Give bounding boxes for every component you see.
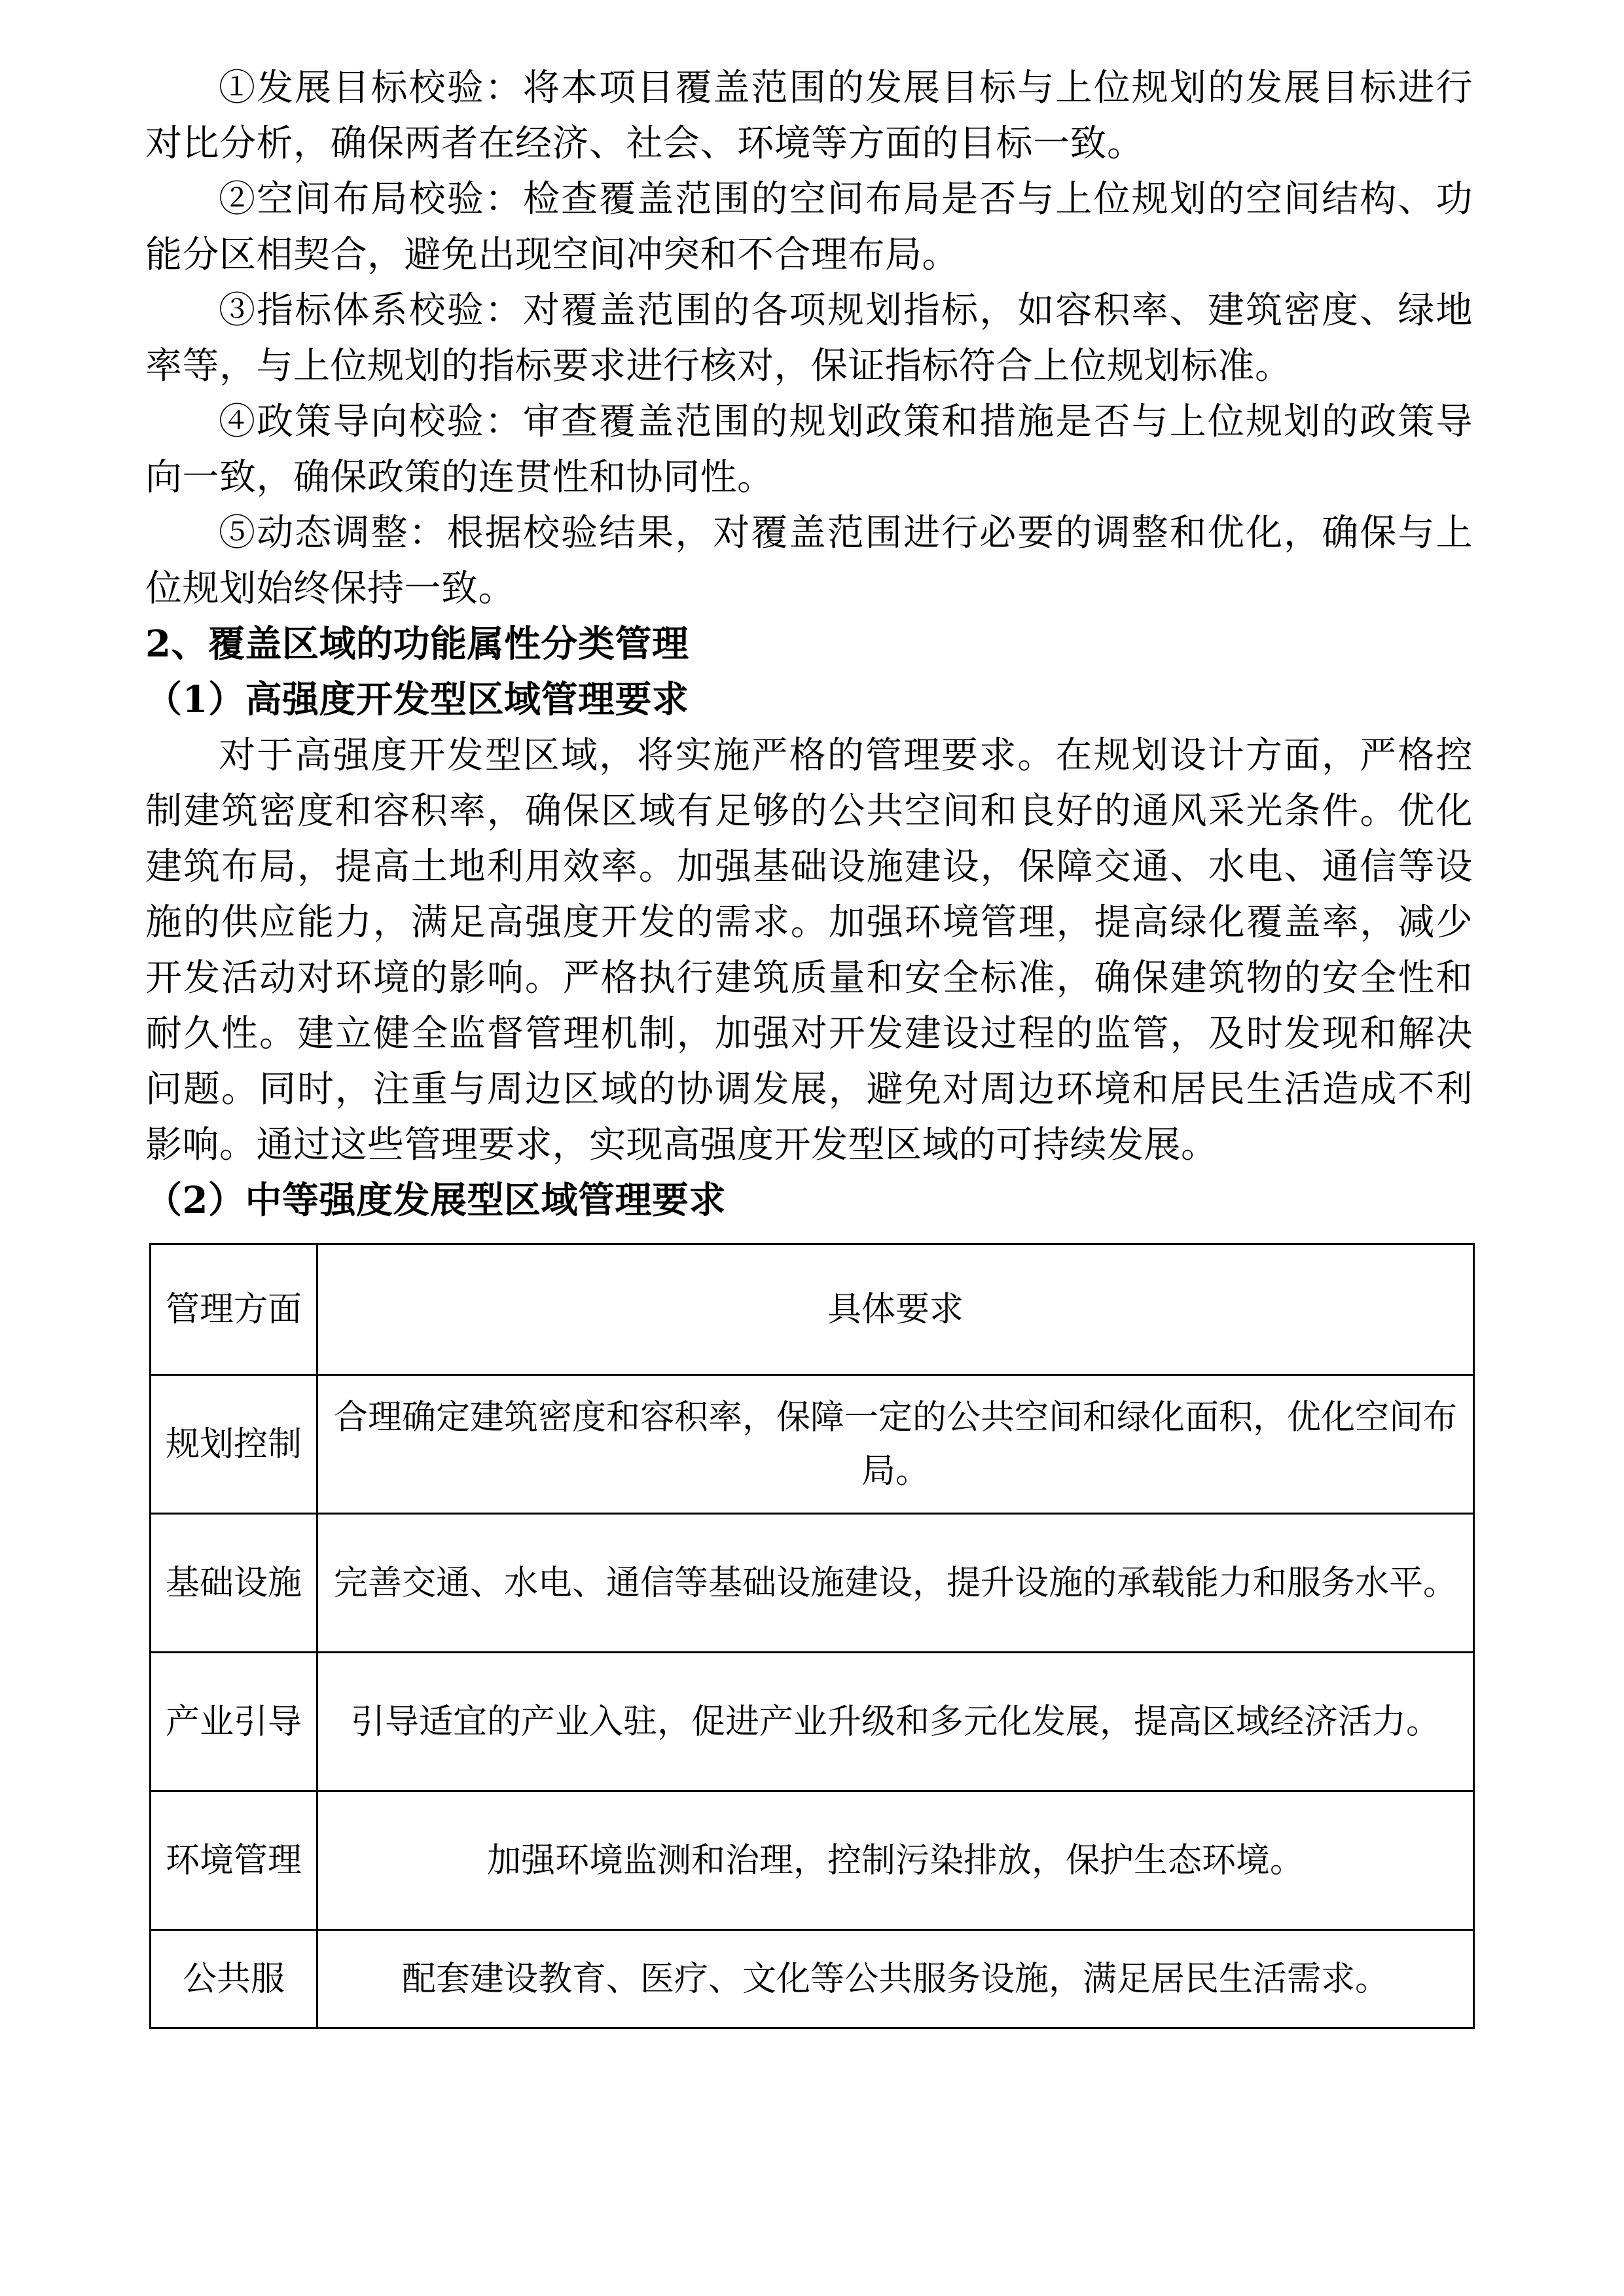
- subsection-1-paragraph: 对于高强度开发型区域，将实施严格的管理要求。在规划设计方面，严格控制建筑密度和容积率，确保区域有足够的公共空间和良好的通风采光条件。优化建筑布局，提高土地利用效率。加强基础设施建设，保障交通、水电、通信等设施的供应能力，满足高强度开发的需求。加强环境管理，提高绿化覆盖率，减少开发活动对环境的影响。严格执行建筑质量和安全标准，确保建筑物的安全性和耐久性。建立健全监督管理机制，加强对开发建设过程的监管，及时发现和解决问题。同时，注重与周边区域的协调发展，避免对周边环境和居民生活造成不利影响。通过这些管理要求，实现高强度开发型区域的可持续发展。: [145, 734, 1473, 1166]
- table-cell-aspect: 环境管理: [151, 1791, 317, 1930]
- list-item-5: ⑤动态调整：根据校验结果，对覆盖范围进行必要的调整和优化，确保与上位规划始终保持一致。: [145, 512, 1473, 610]
- page-content: [145, 60, 1473, 2029]
- section-heading-2: 2、覆盖区域的功能属性分类管理: [145, 622, 689, 666]
- table-header-detail: 具体要求: [317, 1244, 1474, 1375]
- table-row: [151, 1375, 1474, 1514]
- subsection-heading-1: （1）高强度开发型区域管理要求: [145, 678, 689, 721]
- subsection-heading-2: （2）中等强度发展型区域管理要求: [145, 1179, 726, 1222]
- table-row: [151, 1653, 1474, 1791]
- list-item-2: ②空间布局校验：检查覆盖范围的空间布局是否与上位规划的空间结构、功能分区相契合，避免出现空间冲突和不合理布局。: [145, 178, 1473, 276]
- table-cell-detail: 合理确定建筑密度和容积率，保障一定的公共空间和绿化面积，优化空间布局。: [317, 1375, 1474, 1514]
- table-cell-detail: 配套建设教育、医疗、文化等公共服务设施，满足居民生活需求。: [317, 1930, 1474, 2028]
- table-cell-aspect: 规划控制: [151, 1375, 317, 1514]
- table-row: [151, 1791, 1474, 1930]
- table-cell-detail: 完善交通、水电、通信等基础设施建设，提升设施的承载能力和服务水平。: [317, 1514, 1474, 1653]
- requirements-table: [149, 1243, 1475, 2029]
- list-item-4: ④政策导向校验：审查覆盖范围的规划政策和措施是否与上位规划的政策导向一致，确保政策的连贯性和协同性。: [145, 401, 1473, 499]
- table-header-row: [151, 1244, 1474, 1375]
- list-item-1: ①发展目标校验：将本项目覆盖范围的发展目标与上位规划的发展目标进行对比分析，确保两者在经济、社会、环境等方面的目标一致。: [145, 67, 1473, 165]
- table-row: [151, 1514, 1474, 1653]
- requirements-table-wrapper: [145, 1243, 1473, 2029]
- table-cell-aspect: 公共服: [151, 1930, 317, 2028]
- list-item-3: ③指标体系校验：对覆盖范围的各项规划指标，如容积率、建筑密度、绿地率等，与上位规划的指标要求进行核对，保证指标符合上位规划标准。: [145, 289, 1473, 387]
- table-row: [151, 1930, 1474, 2028]
- table-header-aspect: 管理方面: [151, 1244, 317, 1375]
- table-cell-aspect: 产业引导: [151, 1653, 317, 1791]
- table-cell-detail: 引导适宜的产业入驻，促进产业升级和多元化发展，提高区域经济活力。: [317, 1653, 1474, 1791]
- table-cell-aspect: 基础设施: [151, 1514, 317, 1653]
- table-cell-detail: 加强环境监测和治理，控制污染排放，保护生态环境。: [317, 1791, 1474, 1930]
